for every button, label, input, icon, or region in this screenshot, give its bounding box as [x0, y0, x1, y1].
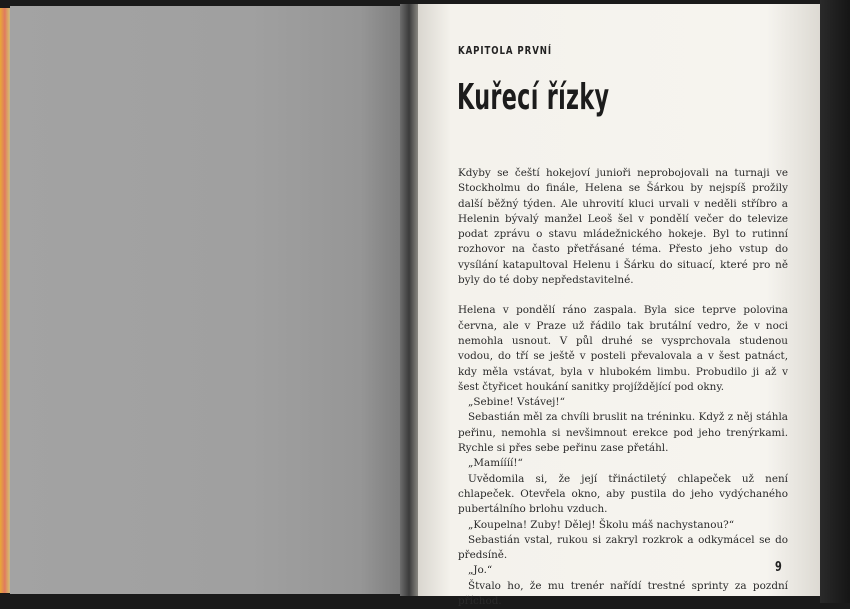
dialogue-line: „Jo.“ — [468, 564, 493, 577]
left-page-blank — [10, 6, 408, 594]
right-background — [820, 0, 850, 603]
paragraph: Uvědomila si, že její třináctiletý chlapeček už není chlapeček. Otevřela okno, aby pustila do jeho vydýchaného pubertálního brlohu vzduch. — [458, 472, 788, 516]
paragraph: Kdyby se čeští hokejoví junioři neprobojovali na turnaji ve Stockholmu do finále, Helena se Šárkou by nejspíš prožily další běžný týden. Ale uhrovití kluci urvali v neděli stříbro a Helenin bývalý manžel Leoš šel v pondělí večer do televize podat zprávu o stavu mládežnického hokeje. Byl to rutinní rozhovor na často přetřásané téma. Přesto jeho vstup do vysílání katapultoval Helenu i Šárku do situací, které pro ně byly do té doby nepředstavitelné. — [458, 167, 788, 287]
paragraph: Helena v pondělí ráno zaspala. Byla sice teprve polovina června, ale v Praze už řádilo tak brutální vedro, že v noci nemohla usnout. V půl druhé se vysprchovala studenou vodou, do tří se ještě v posteli převalovala a v šest patnáct, kdy měla vstávat, byla v hlubokém limbu. Probudilo ji až v šest čtyřicet houkání sanitky projíždějící pod okny. — [458, 304, 788, 393]
dialogue-line: „Koupelna! Zuby! Dělej! Školu máš nachystanou?“ — [468, 518, 735, 531]
dialogue-line: „Sebine! Vstávej!“ — [468, 396, 565, 409]
chapter-body — [458, 166, 788, 609]
dialogue-line: „Mamíííí!“ — [468, 457, 523, 470]
paragraph: Štvalo ho, že mu trenér nařídí trestné sprinty za pozdní příchod. — [458, 579, 788, 608]
page-number: 9 — [775, 560, 782, 575]
chapter-title: Kuřecí řízky — [457, 77, 610, 118]
chapter-label: KAPITOLA PRVNÍ — [458, 44, 553, 57]
paragraph: Sebastián vstal, rukou si zakryl rozkrok a odkymácel se do předsíně. — [458, 533, 788, 562]
paragraph: Sebastián měl za chvíli bruslit na tréninku. Když z něj stáhla peřinu, nemohla si nevšimnout erekce pod jeho trenýrkami. Rychle si přes sebe peřinu zase přetáhl. — [458, 411, 788, 455]
